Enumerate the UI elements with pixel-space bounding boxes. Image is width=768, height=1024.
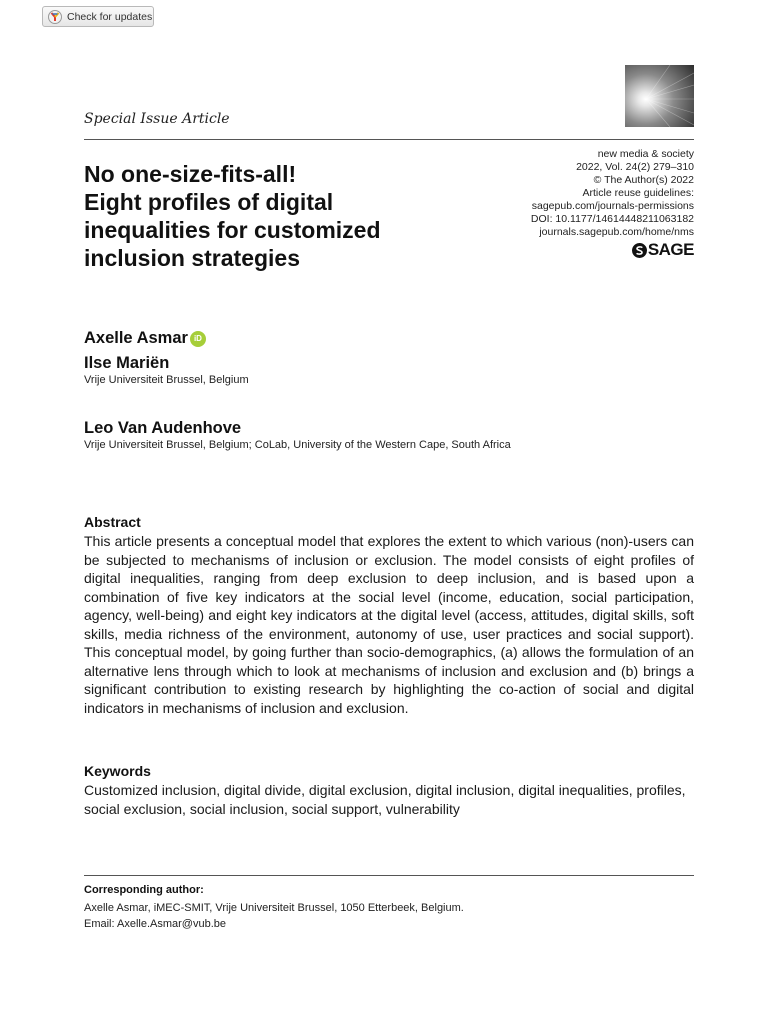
abstract-text: This article presents a conceptual model that explores the extent to which various (non)-users can be subjected to mechanisms of inclusion or exclusion. The model consists of eight profiles of digital inequalities, ranging from deep exclusion to deep inclusion, and is based upon a combination of five key indicators at the social level (income, education, social participation, agency, well-being) and eight key indicators at the digital level (access, attitudes, digital skills, soft skills, media richness of the environment, autonomy of use, user practices and social support). This conceptual model, by going further than socio-demographics, (a) allows the formulation of an alternative lens through which to look at mechanisms of inclusion and exclusion and (b) brings a significant contribution to existing research by highlighting the co-action of social and digital indicators in mechanisms of inclusion and exclusion. bbox=[84, 533, 694, 716]
title-line: No one-size-fits-all! bbox=[84, 161, 297, 187]
title-line: inequalities for customized bbox=[84, 217, 381, 243]
reuse-guidelines-label: Article reuse guidelines: bbox=[582, 187, 694, 199]
abstract-heading: Abstract bbox=[84, 514, 141, 530]
article-type-label: Special Issue Article bbox=[84, 111, 230, 127]
journal-home-link[interactable]: journals.sagepub.com/home/nms bbox=[539, 226, 694, 238]
permissions-link[interactable]: sagepub.com/journals-permissions bbox=[531, 200, 694, 212]
sage-logo bbox=[632, 240, 694, 260]
author-affiliation: Vrije Universiteit Brussel, Belgium; CoLab, University of the Western Cape, South Africa bbox=[84, 439, 511, 451]
check-for-updates-label: Check for updates bbox=[67, 10, 153, 23]
copyright: © The Author(s) 2022 bbox=[593, 174, 694, 186]
orcid-icon[interactable]: iD bbox=[190, 331, 206, 347]
title-line: Eight profiles of digital bbox=[84, 189, 334, 215]
doi[interactable]: DOI: 10.1177/14614448211063182 bbox=[530, 213, 694, 225]
author-name bbox=[84, 329, 206, 348]
check-for-updates-button[interactable] bbox=[42, 6, 154, 27]
journal-name: new media & society bbox=[597, 148, 694, 160]
corresponding-author-heading: Corresponding author: bbox=[84, 884, 204, 896]
corresponding-author-details bbox=[84, 900, 464, 932]
journal-volume: 2022, Vol. 24(2) 279–310 bbox=[576, 161, 694, 173]
sage-mark-icon bbox=[632, 243, 647, 258]
journal-metadata bbox=[531, 148, 694, 239]
journal-cover-image bbox=[625, 65, 694, 127]
footnote-divider bbox=[84, 875, 694, 876]
author-affiliation: Vrije Universiteit Brussel, Belgium bbox=[84, 374, 249, 386]
author-name: Ilse Mariën bbox=[84, 354, 170, 372]
header-divider bbox=[84, 139, 694, 140]
keywords-heading: Keywords bbox=[84, 763, 151, 779]
sage-logo-text: SAGE bbox=[647, 240, 694, 259]
crossmark-icon bbox=[48, 10, 62, 24]
author-name: Leo Van Audenhove bbox=[84, 419, 242, 437]
title-line: inclusion strategies bbox=[84, 245, 301, 271]
article-title bbox=[84, 160, 504, 272]
author-name-text: Axelle Asmar bbox=[84, 329, 188, 347]
corresponding-email[interactable]: Email: Axelle.Asmar@vub.be bbox=[84, 918, 227, 930]
corresponding-address: Axelle Asmar, iMEC-SMIT, Vrije Universiteit Brussel, 1050 Etterbeek, Belgium. bbox=[84, 902, 464, 914]
keywords-text: Customized inclusion, digital divide, digital exclusion, digital inclusion, digital inequalities, profiles, social exclusion, social inclusion, social support, vulnerability bbox=[84, 782, 686, 817]
